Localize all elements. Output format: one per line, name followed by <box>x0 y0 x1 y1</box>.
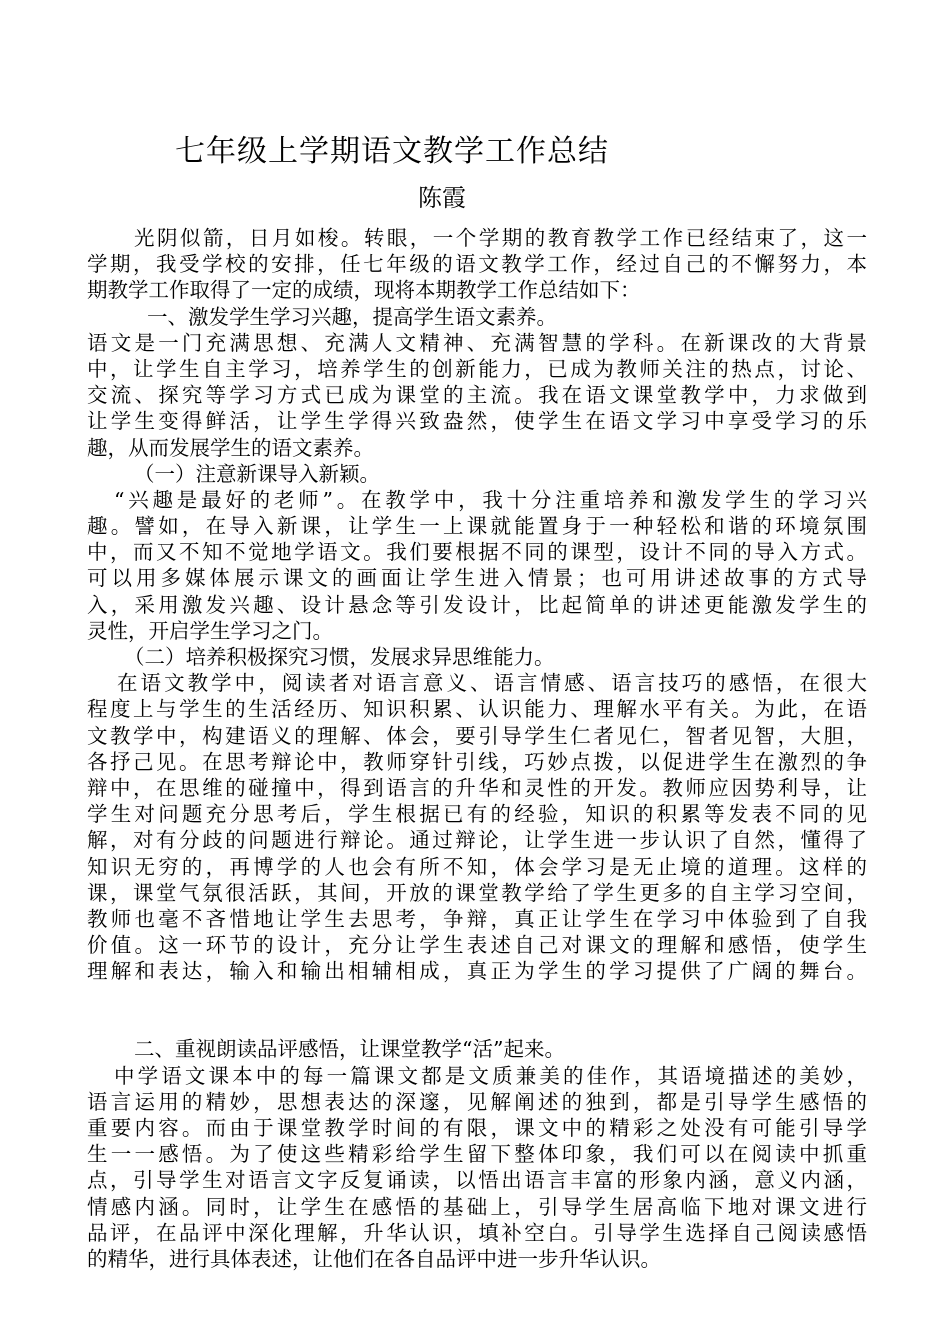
text-line: 各抒己见。在思考辩论中，教师穿针引线，巧妙点拨，以促进学生在激烈的争 <box>87 749 867 774</box>
text-line: 辩中，在思维的碰撞中，得到语言的升华和灵性的开发。教师应因势利导，让 <box>87 775 867 800</box>
text-line: 品评，在品评中深化理解，升华认识，填补空白。引导学生选择自己阅读感悟 <box>87 1220 867 1245</box>
text-line: 中，让学生自主学习，培养学生的创新能力，已成为教师关注的热点，讨论、 <box>87 356 867 381</box>
text-line: 期教学工作取得了一定的成绩，现将本期教学工作总结如下： <box>87 278 641 303</box>
text-line: 中学语文课本中的每一篇课文都是文质兼美的佳作，其语境描述的美妙， <box>114 1063 867 1088</box>
text-line: （一）注意新课导入新颖。 <box>134 461 380 486</box>
text-line: 的精华，进行具体表述，让他们在各自品评中进一步升华认识。 <box>87 1246 661 1271</box>
text-line: 趣。譬如，在导入新课，让学生一上课就能置身于一种轻松和谐的环境氛围 <box>87 514 867 539</box>
text-line: 光阴似箭，日月如梭。转眼，一个学期的教育教学工作已经结束了，这一 <box>134 226 867 250</box>
blank-line <box>87 984 867 1036</box>
text-line: 入，采用激发兴趣、设计悬念等引发设计，比起简单的讲述更能激发学生的 <box>87 592 867 617</box>
text-line: 重要内容。而由于课堂教学时间的有限，课文中的精彩之处没有可能引导学 <box>87 1116 867 1140</box>
text-line: 交流、探究等学习方式已成为课堂的主流。我在语文课堂教学中，力求做到 <box>87 383 867 408</box>
text-line: 可以用多媒体展示课文的画面让学生进入情景；也可用讲述故事的方式导 <box>87 566 867 591</box>
text-line: 解，对有分歧的问题进行辩论。通过辩论，让学生进一步认识了自然，懂得了 <box>87 828 867 853</box>
text-line: 语文是一门充满思想、充满人文精神、充满智慧的学科。在新课改的大背景 <box>87 330 867 355</box>
text-line: 语言运用的精妙，思想表达的深邃，见解阐述的独到，都是引导学生感悟的 <box>87 1089 867 1114</box>
text-line: 学期，我受学校的安排，任七年级的语文教学工作，经过自己的不懈努力，本 <box>87 252 867 277</box>
text-line: 点，引导学生对语言文字反复诵读，以悟出语言丰富的形象内涵，意义内涵， <box>87 1168 867 1193</box>
text-line: 一、激发学生学习兴趣，提高学生语文素养。 <box>147 304 557 329</box>
text-line: 程度上与学生的生活经历、知识积累、认识能力、理解水平有关。为此，在语 <box>87 697 867 722</box>
text-line: 中，而又不知不觉地学语文。我们要根据不同的课型，设计不同的导入方式。 <box>87 540 867 565</box>
text-line: 情感内涵。同时，让学生在感悟的基础上，引导学生居高临下地对课文进行 <box>87 1194 867 1219</box>
text-line: 教师也毫不吝惜地让学生去思考，争辩，真正让学生在学习中体验到了自我 <box>87 906 867 931</box>
text-line: “兴趣是最好的老师”。在教学中，我十分注重培养和激发学生的学习兴 <box>114 487 867 512</box>
text-line: 让学生变得鲜活，让学生学得兴致盎然，使学生在语文学习中享受学习的乐 <box>87 409 867 434</box>
text-line: 二、重视朗读品评感悟，让课堂教学“活”起来。 <box>134 1037 565 1062</box>
text-line: 生一一感悟。为了使这些精彩给学生留下整体印象，我们可以在阅读中抓重 <box>87 1142 867 1167</box>
text-line: 价值。这一环节的设计，充分让学生表述自己对课文的理解和感悟，使学生 <box>87 933 867 958</box>
text-line: 理解和表达，输入和输出相辅相成，真正为学生的学习提供了广阔的舞台。 <box>87 959 867 984</box>
text-line: 趣，从而发展学生的语文素养。 <box>87 435 374 460</box>
text-line: 学生对问题充分思考后，学生根据已有的经验，知识的积累等发表不同的见 <box>87 802 867 827</box>
document-title: 七年级上学期语文教学工作总结 <box>175 134 609 169</box>
document-author: 陈霞 <box>418 184 466 212</box>
document-body <box>87 225 867 1272</box>
text-line: 灵性，开启学生学习之门。 <box>87 618 333 643</box>
text-line: （二）培养积极探究习惯，发展求异思维能力。 <box>124 645 555 669</box>
text-line: 知识无穷的，再博学的人也会有所不知，体会学习是无止境的道理。这样的 <box>87 854 867 879</box>
text-line: 在语文教学中，阅读者对语言意义、语言情感、语言技巧的感悟，在很大 <box>117 671 867 696</box>
text-line: 文教学中，构建语义的理解、体会，要引导学生仁者见仁，智者见智，大胆， <box>87 723 867 748</box>
text-line: 课，课堂气氛很活跃，其间，开放的课堂教学给了学生更多的自主学习空间， <box>87 880 867 905</box>
